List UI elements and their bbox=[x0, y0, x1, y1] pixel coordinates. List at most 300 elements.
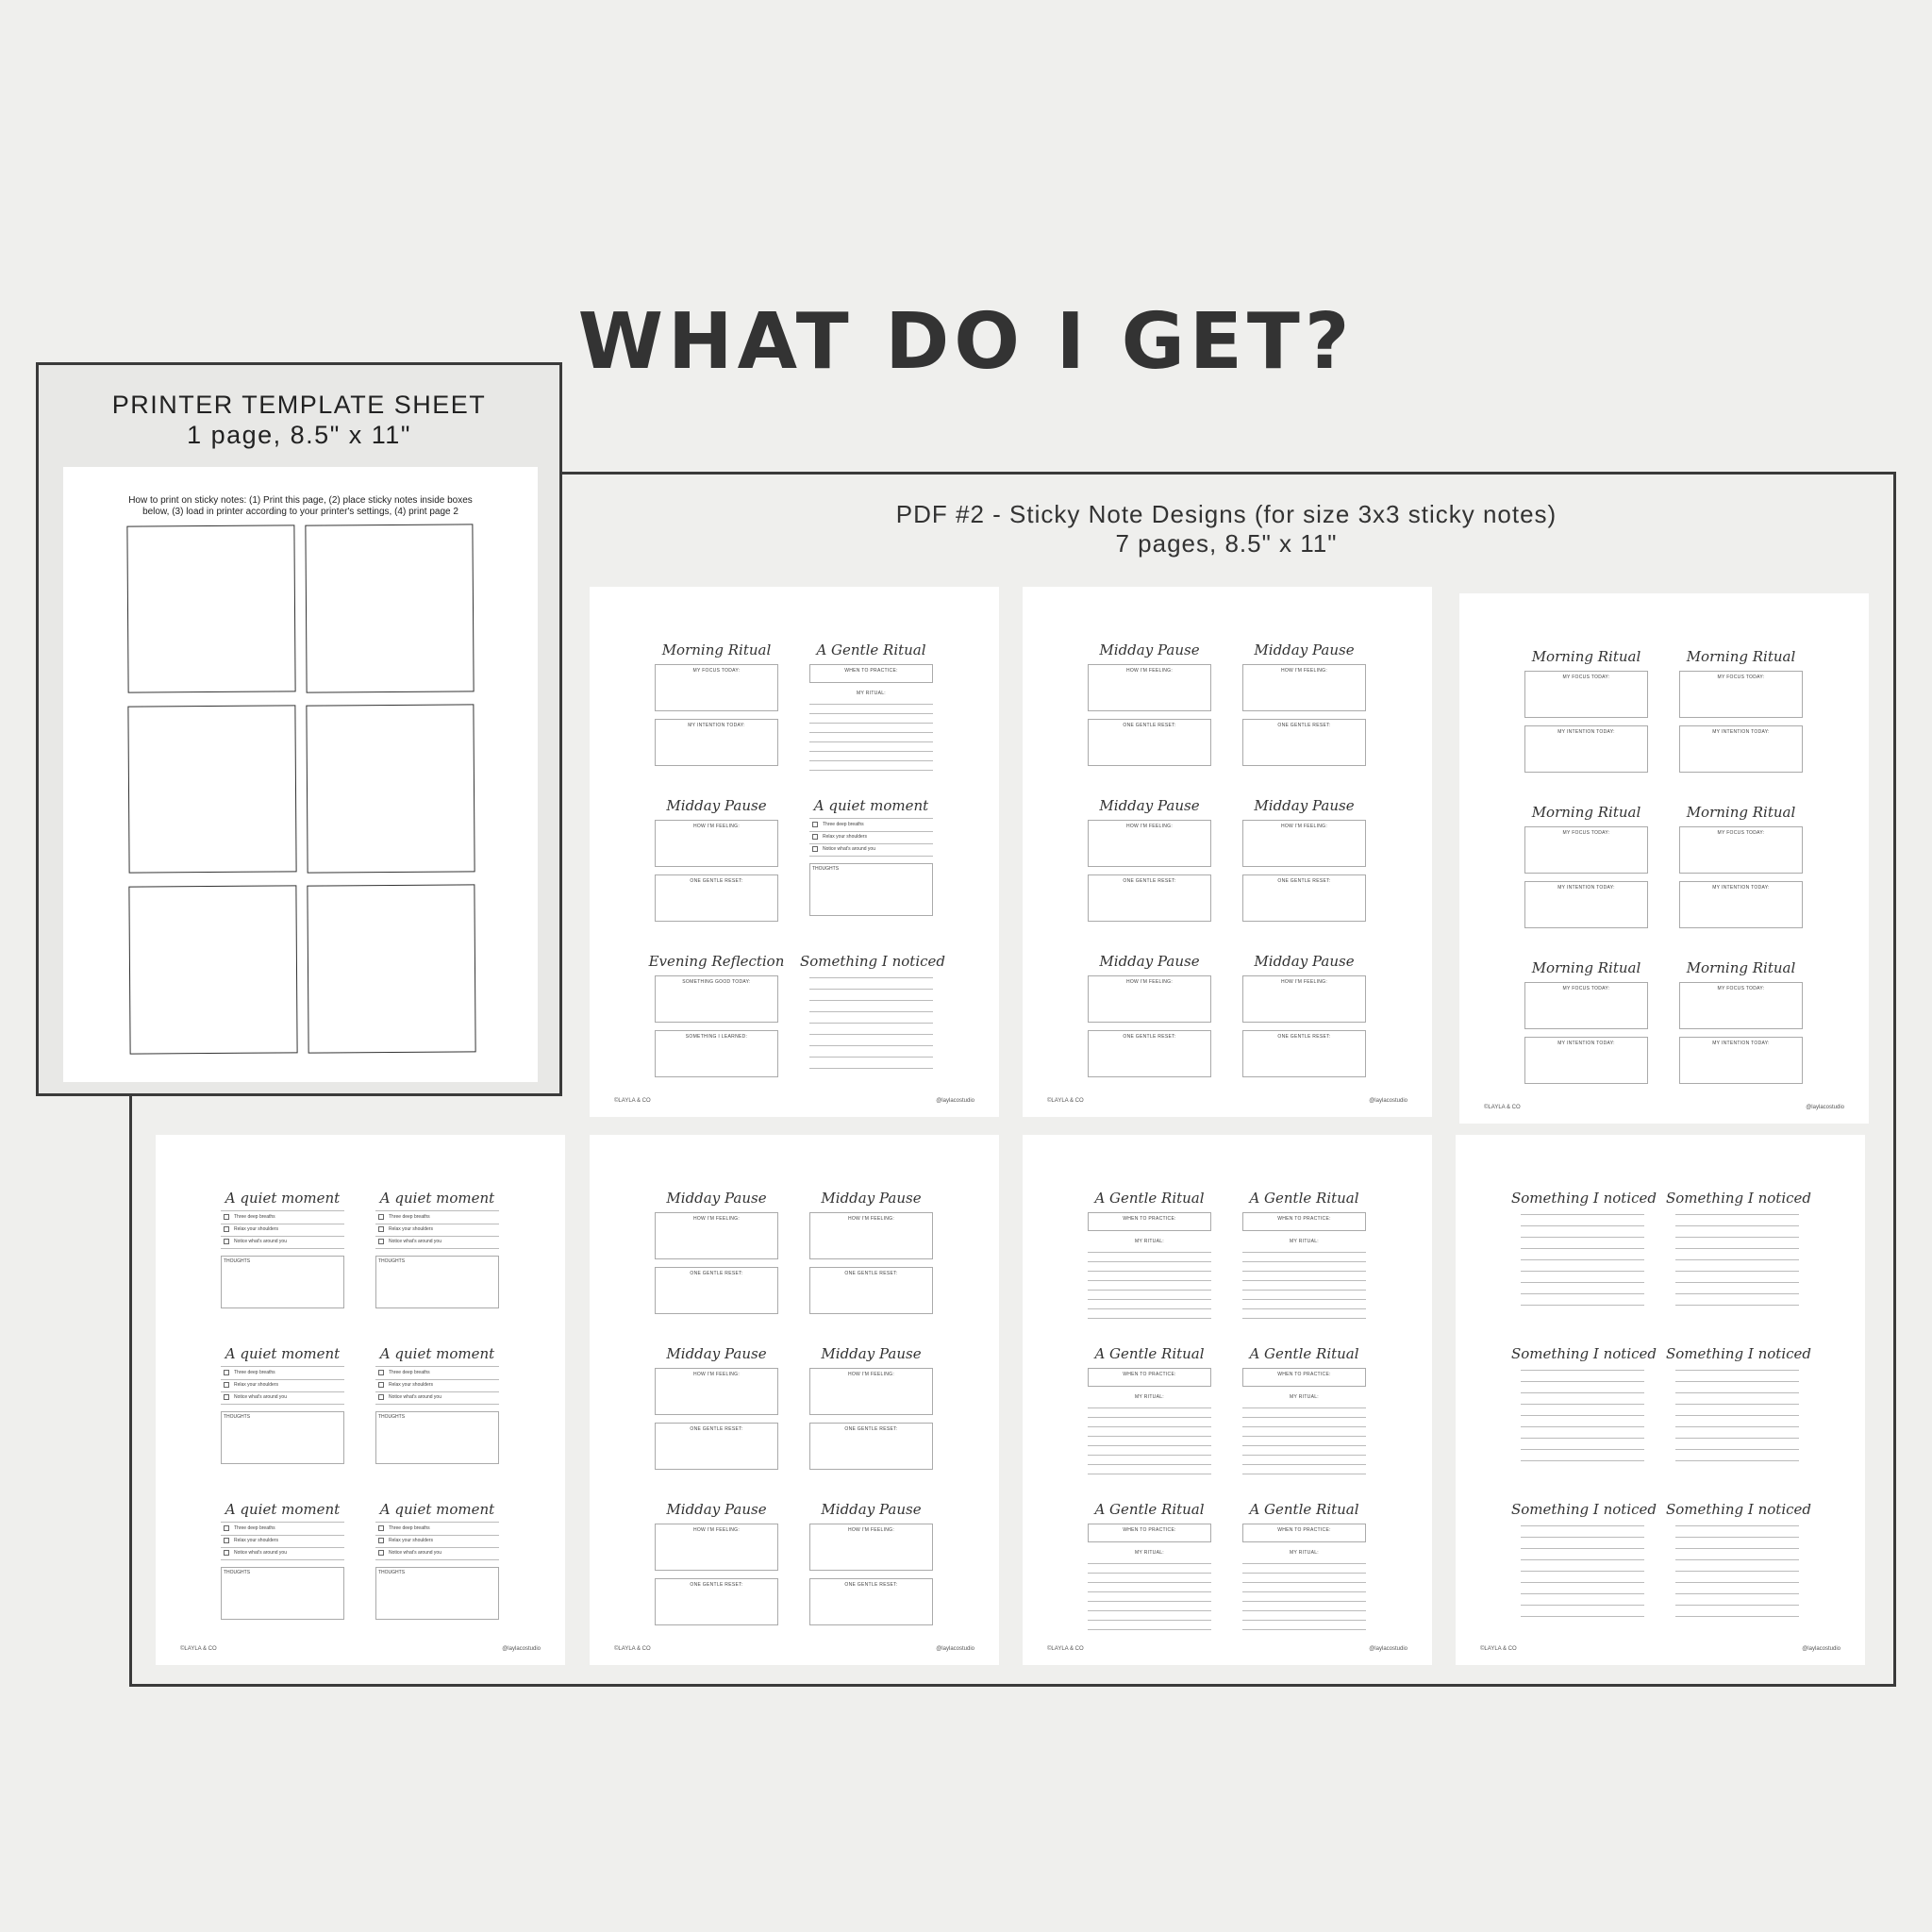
note-line bbox=[1675, 1559, 1799, 1560]
template-box bbox=[305, 524, 474, 692]
note-line bbox=[1088, 1261, 1211, 1262]
note-line bbox=[1242, 1271, 1366, 1272]
note-line bbox=[1088, 1610, 1211, 1611]
note-line bbox=[1675, 1392, 1799, 1393]
note-line bbox=[809, 741, 933, 742]
page-footer-left: ©LAYLA & CO bbox=[180, 1646, 217, 1652]
note-line bbox=[1521, 1605, 1644, 1606]
checklist-item: Notice what's around you bbox=[389, 1239, 441, 1244]
note-line bbox=[221, 1210, 344, 1211]
note-line bbox=[1521, 1392, 1644, 1393]
note-field-label: MY FOCUS TODAY: bbox=[1717, 675, 1765, 680]
sticky-note-page bbox=[590, 1135, 999, 1665]
sticky-note-page bbox=[1459, 593, 1869, 1124]
note-line bbox=[375, 1236, 499, 1237]
note-line bbox=[809, 1023, 933, 1024]
note-thoughts-label: THOUGHTS bbox=[378, 1570, 406, 1575]
note-line bbox=[1675, 1271, 1799, 1272]
note-field-box bbox=[1088, 1368, 1211, 1387]
note-line bbox=[1242, 1601, 1366, 1602]
checklist-item: Relax your shoulders bbox=[234, 1226, 278, 1232]
note-title: Something I noticed bbox=[1511, 1345, 1657, 1362]
note-line bbox=[1242, 1582, 1366, 1583]
note-title: Midday Pause bbox=[1099, 641, 1200, 658]
printer-template-instructions: How to print on sticky notes: (1) Print this page, (2) place sticky notes inside boxes below, (3) load in printer according to your printer's settings, (4) print page 2 bbox=[128, 495, 473, 517]
note-thoughts-label: THOUGHTS bbox=[224, 1570, 251, 1575]
note-line bbox=[809, 1068, 933, 1069]
note-field-label: SOMETHING I LEARNED: bbox=[685, 1034, 748, 1040]
note-line bbox=[221, 1522, 344, 1523]
note-title: Something I noticed bbox=[1511, 1501, 1657, 1518]
note-line bbox=[1088, 1318, 1211, 1319]
note-line bbox=[1088, 1620, 1211, 1621]
checkbox-icon bbox=[378, 1525, 384, 1531]
note-line bbox=[1088, 1271, 1211, 1272]
note-line bbox=[1242, 1455, 1366, 1456]
note-field-label: MY INTENTION TODAY: bbox=[1557, 1041, 1615, 1046]
printer-template-sheet bbox=[63, 467, 538, 1082]
note-line bbox=[1521, 1525, 1644, 1526]
template-box bbox=[306, 704, 475, 873]
note-line bbox=[375, 1522, 499, 1523]
note-thoughts-label: THOUGHTS bbox=[378, 1414, 406, 1420]
note-line bbox=[1521, 1271, 1644, 1272]
page-footer-left: ©LAYLA & CO bbox=[1047, 1098, 1084, 1104]
note-line bbox=[375, 1535, 499, 1536]
note-field-label: HOW I'M FEELING: bbox=[1280, 979, 1328, 985]
note-title: A Gentle Ritual bbox=[1094, 1501, 1205, 1518]
note-line bbox=[221, 1366, 344, 1367]
note-line bbox=[1521, 1426, 1644, 1427]
note-line bbox=[809, 856, 933, 857]
note-field-label: MY INTENTION TODAY: bbox=[1712, 1041, 1770, 1046]
checkbox-icon bbox=[224, 1382, 229, 1388]
note-title: Midday Pause bbox=[1099, 953, 1200, 970]
note-line bbox=[1675, 1449, 1799, 1450]
note-line bbox=[1088, 1407, 1211, 1408]
note-title: Midday Pause bbox=[821, 1501, 922, 1518]
note-title: Midday Pause bbox=[1099, 797, 1200, 814]
note-line bbox=[1521, 1571, 1644, 1572]
note-line bbox=[1242, 1299, 1366, 1300]
note-field-label: ONE GENTLE RESET: bbox=[1277, 1034, 1331, 1040]
note-field-label: HOW I'M FEELING: bbox=[692, 1527, 741, 1533]
checklist-item: Relax your shoulders bbox=[234, 1382, 278, 1388]
note-line bbox=[1242, 1417, 1366, 1418]
note-line bbox=[1242, 1407, 1366, 1408]
note-line bbox=[1242, 1290, 1366, 1291]
note-title: A Gentle Ritual bbox=[1249, 1345, 1359, 1362]
note-field-label: WHEN TO PRACTICE: bbox=[1123, 1372, 1176, 1377]
note-field-label: ONE GENTLE RESET: bbox=[1277, 878, 1331, 884]
note-field-label: HOW I'M FEELING: bbox=[1125, 824, 1174, 829]
note-line bbox=[1521, 1214, 1644, 1215]
note-line bbox=[1088, 1464, 1211, 1465]
note-line bbox=[1521, 1259, 1644, 1260]
note-title: A Gentle Ritual bbox=[1094, 1190, 1205, 1207]
note-line bbox=[1521, 1460, 1644, 1461]
note-field-label: MY INTENTION TODAY: bbox=[1557, 729, 1615, 735]
note-line bbox=[1088, 1445, 1211, 1446]
page-footer-right: @laylacostudio bbox=[936, 1646, 974, 1652]
note-title: Something I noticed bbox=[1511, 1190, 1657, 1207]
note-title: Evening Reflection bbox=[648, 953, 785, 970]
pdf2-size: 7 pages, 8.5" x 11" bbox=[1115, 529, 1338, 558]
note-line bbox=[1088, 1629, 1211, 1630]
printer-template-title bbox=[39, 390, 559, 450]
note-field-label: MY RITUAL: bbox=[1135, 1239, 1164, 1244]
note-line bbox=[1088, 1426, 1211, 1427]
page-footer-right: @laylacostudio bbox=[1369, 1646, 1407, 1652]
note-line bbox=[1675, 1582, 1799, 1583]
note-line bbox=[1242, 1591, 1366, 1592]
note-title: A Gentle Ritual bbox=[1094, 1345, 1205, 1362]
checkbox-icon bbox=[224, 1226, 229, 1232]
note-title: Morning Ritual bbox=[1686, 959, 1796, 976]
note-line bbox=[1088, 1299, 1211, 1300]
note-line bbox=[1675, 1225, 1799, 1226]
note-title: A quiet moment bbox=[225, 1345, 341, 1362]
note-line bbox=[809, 1011, 933, 1012]
checklist-item: Notice what's around you bbox=[823, 846, 875, 852]
note-field-label: HOW I'M FEELING: bbox=[692, 1216, 741, 1222]
note-field-label: ONE GENTLE RESET: bbox=[690, 1426, 743, 1432]
note-line bbox=[1675, 1426, 1799, 1427]
note-line bbox=[1242, 1426, 1366, 1427]
checklist-item: Relax your shoulders bbox=[389, 1226, 433, 1232]
note-field-label: ONE GENTLE RESET: bbox=[844, 1426, 898, 1432]
pdf2-title: PDF #2 - Sticky Note Designs (for size 3x3 sticky notes) bbox=[895, 500, 1557, 528]
note-field-label: MY RITUAL: bbox=[857, 691, 886, 696]
note-line bbox=[1521, 1593, 1644, 1594]
checklist-item: Relax your shoulders bbox=[389, 1382, 433, 1388]
page-footer-left: ©LAYLA & CO bbox=[614, 1098, 651, 1104]
note-field-box bbox=[809, 664, 933, 683]
note-title: Midday Pause bbox=[666, 1501, 767, 1518]
note-field-label: MY FOCUS TODAY: bbox=[1562, 986, 1610, 991]
note-line bbox=[1088, 1436, 1211, 1437]
note-title: Midday Pause bbox=[821, 1345, 922, 1362]
note-line bbox=[809, 713, 933, 714]
note-line bbox=[1088, 1252, 1211, 1253]
note-title: Morning Ritual bbox=[1686, 648, 1796, 665]
note-field-label: HOW I'M FEELING: bbox=[692, 1372, 741, 1377]
note-field-label: MY FOCUS TODAY: bbox=[1717, 830, 1765, 836]
note-field-label: HOW I'M FEELING: bbox=[1280, 824, 1328, 829]
template-box bbox=[127, 705, 296, 873]
note-field-label: SOMETHING GOOD TODAY: bbox=[682, 979, 751, 985]
note-field-label: MY RITUAL: bbox=[1290, 1239, 1319, 1244]
note-line bbox=[375, 1559, 499, 1560]
note-line bbox=[1675, 1605, 1799, 1606]
note-field-label: HOW I'M FEELING: bbox=[1125, 668, 1174, 674]
note-field-label: ONE GENTLE RESET: bbox=[1123, 723, 1176, 728]
note-field-label: HOW I'M FEELING: bbox=[1280, 668, 1328, 674]
sticky-note-page bbox=[156, 1135, 565, 1665]
note-line bbox=[809, 818, 933, 819]
template-box bbox=[307, 884, 475, 1053]
note-field-label: ONE GENTLE RESET: bbox=[690, 1271, 743, 1276]
sticky-note-page bbox=[1023, 587, 1432, 1117]
note-line bbox=[375, 1391, 499, 1392]
note-line bbox=[1675, 1214, 1799, 1215]
note-title: Something I noticed bbox=[1666, 1501, 1812, 1518]
note-line bbox=[809, 989, 933, 990]
note-title: A quiet moment bbox=[379, 1190, 495, 1207]
note-title: Something I noticed bbox=[1666, 1190, 1812, 1207]
checklist-item: Notice what's around you bbox=[389, 1550, 441, 1556]
checkbox-icon bbox=[224, 1239, 229, 1244]
note-field-label: MY INTENTION TODAY: bbox=[1712, 729, 1770, 735]
note-line bbox=[809, 732, 933, 733]
checklist-item: Relax your shoulders bbox=[823, 834, 867, 840]
note-line bbox=[375, 1210, 499, 1211]
note-line bbox=[809, 1057, 933, 1058]
note-title: Something I noticed bbox=[800, 953, 946, 970]
note-field-label: MY RITUAL: bbox=[1290, 1394, 1319, 1400]
note-title: A quiet moment bbox=[225, 1501, 341, 1518]
note-line bbox=[1242, 1610, 1366, 1611]
note-field-label: MY RITUAL: bbox=[1135, 1394, 1164, 1400]
checkbox-icon bbox=[378, 1550, 384, 1556]
note-line bbox=[1675, 1415, 1799, 1416]
template-box bbox=[126, 525, 295, 692]
checklist-item: Three deep breaths bbox=[234, 1370, 275, 1375]
checkbox-icon bbox=[378, 1382, 384, 1388]
checklist-item: Notice what's around you bbox=[234, 1394, 287, 1400]
checklist-item: Three deep breaths bbox=[389, 1370, 430, 1375]
note-line bbox=[1675, 1282, 1799, 1283]
note-line bbox=[1088, 1563, 1211, 1564]
note-line bbox=[221, 1391, 344, 1392]
note-line bbox=[375, 1404, 499, 1405]
note-field-label: MY RITUAL: bbox=[1290, 1550, 1319, 1556]
note-title: Midday Pause bbox=[1254, 641, 1355, 658]
note-line bbox=[1675, 1370, 1799, 1371]
note-line bbox=[1675, 1381, 1799, 1382]
note-line bbox=[1242, 1464, 1366, 1465]
note-line bbox=[1242, 1563, 1366, 1564]
note-line bbox=[221, 1379, 344, 1380]
note-line bbox=[1088, 1280, 1211, 1281]
note-line bbox=[1675, 1305, 1799, 1306]
note-field-label: WHEN TO PRACTICE: bbox=[1123, 1216, 1176, 1222]
checkbox-icon bbox=[378, 1538, 384, 1543]
note-field-box bbox=[1242, 1368, 1366, 1387]
note-field-box bbox=[1242, 1212, 1366, 1231]
note-line bbox=[1088, 1582, 1211, 1583]
note-line bbox=[1242, 1308, 1366, 1309]
checkbox-icon bbox=[224, 1394, 229, 1400]
note-field-label: HOW I'M FEELING: bbox=[847, 1527, 895, 1533]
note-line bbox=[1521, 1548, 1644, 1549]
note-line bbox=[1675, 1404, 1799, 1405]
note-line bbox=[1521, 1537, 1644, 1538]
note-field-label: ONE GENTLE RESET: bbox=[844, 1271, 898, 1276]
page-footer-right: @laylacostudio bbox=[936, 1098, 974, 1104]
note-line bbox=[809, 760, 933, 761]
note-field-box bbox=[1242, 1524, 1366, 1542]
template-box bbox=[128, 885, 297, 1054]
note-field-label: MY FOCUS TODAY: bbox=[1717, 986, 1765, 991]
note-line bbox=[1088, 1417, 1211, 1418]
note-title: Morning Ritual bbox=[1531, 804, 1641, 821]
note-line bbox=[1675, 1237, 1799, 1238]
checklist-item: Three deep breaths bbox=[234, 1525, 275, 1531]
note-line bbox=[375, 1379, 499, 1380]
note-line bbox=[1088, 1455, 1211, 1456]
note-line bbox=[1675, 1259, 1799, 1260]
note-line bbox=[809, 1000, 933, 1001]
note-title: Morning Ritual bbox=[1531, 648, 1641, 665]
note-thoughts-label: THOUGHTS bbox=[378, 1258, 406, 1264]
note-line bbox=[1675, 1548, 1799, 1549]
checkbox-icon bbox=[812, 834, 818, 840]
note-field-label: WHEN TO PRACTICE: bbox=[1123, 1527, 1176, 1533]
note-field-label: ONE GENTLE RESET: bbox=[1123, 878, 1176, 884]
note-line bbox=[1675, 1537, 1799, 1538]
note-title: Midday Pause bbox=[666, 797, 767, 814]
checkbox-icon bbox=[378, 1394, 384, 1400]
note-title: A Gentle Ritual bbox=[1249, 1190, 1359, 1207]
note-line bbox=[1242, 1436, 1366, 1437]
page-headline: WHAT DO I GET? bbox=[577, 297, 1355, 387]
note-line bbox=[1675, 1571, 1799, 1572]
note-line bbox=[1675, 1248, 1799, 1249]
note-line bbox=[1675, 1525, 1799, 1526]
note-line bbox=[809, 843, 933, 844]
note-field-label: HOW I'M FEELING: bbox=[1125, 979, 1174, 985]
note-title: Something I noticed bbox=[1666, 1345, 1812, 1362]
checklist-item: Relax your shoulders bbox=[389, 1538, 433, 1543]
note-title: A Gentle Ritual bbox=[1249, 1501, 1359, 1518]
note-line bbox=[1521, 1404, 1644, 1405]
note-title: Morning Ritual bbox=[1686, 804, 1796, 821]
page-footer-right: @laylacostudio bbox=[1802, 1646, 1840, 1652]
note-line bbox=[1521, 1248, 1644, 1249]
note-line bbox=[809, 1045, 933, 1046]
note-field-label: ONE GENTLE RESET: bbox=[1123, 1034, 1176, 1040]
checkbox-icon bbox=[378, 1239, 384, 1244]
note-field-label: ONE GENTLE RESET: bbox=[844, 1582, 898, 1588]
note-line bbox=[1242, 1318, 1366, 1319]
note-field-label: WHEN TO PRACTICE: bbox=[844, 668, 898, 674]
note-line bbox=[1521, 1438, 1644, 1439]
note-line bbox=[809, 723, 933, 724]
note-line bbox=[1088, 1591, 1211, 1592]
note-field-label: MY RITUAL: bbox=[1135, 1550, 1164, 1556]
checkbox-icon bbox=[378, 1370, 384, 1375]
note-line bbox=[1521, 1225, 1644, 1226]
checklist-item: Notice what's around you bbox=[389, 1394, 441, 1400]
note-line bbox=[221, 1404, 344, 1405]
note-field-label: ONE GENTLE RESET: bbox=[1277, 723, 1331, 728]
checklist-item: Three deep breaths bbox=[823, 822, 864, 827]
printer-template-heading: PRINTER TEMPLATE SHEET bbox=[111, 391, 487, 419]
note-line bbox=[1521, 1237, 1644, 1238]
note-title: Morning Ritual bbox=[1531, 959, 1641, 976]
note-line bbox=[809, 751, 933, 752]
checkbox-icon bbox=[812, 846, 818, 852]
checklist-item: Notice what's around you bbox=[234, 1239, 287, 1244]
note-line bbox=[1242, 1629, 1366, 1630]
note-line bbox=[1521, 1582, 1644, 1583]
checklist-item: Three deep breaths bbox=[234, 1214, 275, 1220]
note-line bbox=[1521, 1370, 1644, 1371]
note-line bbox=[1242, 1252, 1366, 1253]
note-field-label: MY INTENTION TODAY: bbox=[688, 723, 745, 728]
checklist-item: Three deep breaths bbox=[389, 1214, 430, 1220]
note-field-label: ONE GENTLE RESET: bbox=[690, 1582, 743, 1588]
checkbox-icon bbox=[378, 1214, 384, 1220]
note-field-label: WHEN TO PRACTICE: bbox=[1277, 1372, 1331, 1377]
note-line bbox=[1088, 1290, 1211, 1291]
note-line bbox=[1088, 1601, 1211, 1602]
note-thoughts-label: THOUGHTS bbox=[224, 1414, 251, 1420]
note-line bbox=[1521, 1449, 1644, 1450]
note-line bbox=[1088, 1573, 1211, 1574]
note-field-label: MY INTENTION TODAY: bbox=[1557, 885, 1615, 891]
note-title: A quiet moment bbox=[225, 1190, 341, 1207]
note-field-label: WHEN TO PRACTICE: bbox=[1277, 1216, 1331, 1222]
note-line bbox=[809, 770, 933, 771]
page-footer-right: @laylacostudio bbox=[1806, 1105, 1844, 1110]
note-line bbox=[221, 1248, 344, 1249]
note-line bbox=[221, 1559, 344, 1560]
note-field-label: MY INTENTION TODAY: bbox=[1712, 885, 1770, 891]
note-field-label: HOW I'M FEELING: bbox=[692, 824, 741, 829]
note-line bbox=[221, 1547, 344, 1548]
note-line bbox=[1242, 1261, 1366, 1262]
checkbox-icon bbox=[224, 1538, 229, 1543]
note-line bbox=[375, 1366, 499, 1367]
note-line bbox=[1242, 1620, 1366, 1621]
printer-template-size: 1 page, 8.5" x 11" bbox=[187, 421, 411, 449]
printer-template-panel bbox=[36, 362, 562, 1096]
page-footer-right: @laylacostudio bbox=[502, 1646, 541, 1652]
note-field-label: MY FOCUS TODAY: bbox=[1562, 830, 1610, 836]
page-footer-left: ©LAYLA & CO bbox=[1484, 1105, 1521, 1110]
note-line bbox=[1675, 1438, 1799, 1439]
note-field-label: WHEN TO PRACTICE: bbox=[1277, 1527, 1331, 1533]
note-line bbox=[809, 704, 933, 705]
note-line bbox=[375, 1248, 499, 1249]
note-line bbox=[1521, 1381, 1644, 1382]
note-line bbox=[1675, 1616, 1799, 1617]
note-line bbox=[1242, 1445, 1366, 1446]
note-field-box bbox=[1088, 1524, 1211, 1542]
page-footer-left: ©LAYLA & CO bbox=[614, 1646, 651, 1652]
page-footer-left: ©LAYLA & CO bbox=[1047, 1646, 1084, 1652]
note-line bbox=[221, 1535, 344, 1536]
note-line bbox=[809, 1034, 933, 1035]
sticky-note-page bbox=[590, 587, 999, 1117]
note-title: Morning Ritual bbox=[661, 641, 772, 658]
note-line bbox=[1675, 1593, 1799, 1594]
checkbox-icon bbox=[224, 1550, 229, 1556]
note-line bbox=[1521, 1415, 1644, 1416]
sticky-note-page bbox=[1023, 1135, 1432, 1665]
checkbox-icon bbox=[224, 1214, 229, 1220]
note-thoughts-label: THOUGHTS bbox=[224, 1258, 251, 1264]
note-title: A Gentle Ritual bbox=[816, 641, 926, 658]
pdf2-caption bbox=[566, 500, 1887, 558]
note-title: Midday Pause bbox=[821, 1190, 922, 1207]
note-line bbox=[809, 977, 933, 978]
note-line bbox=[1521, 1616, 1644, 1617]
checklist-item: Relax your shoulders bbox=[234, 1538, 278, 1543]
note-field-box bbox=[1088, 1212, 1211, 1231]
